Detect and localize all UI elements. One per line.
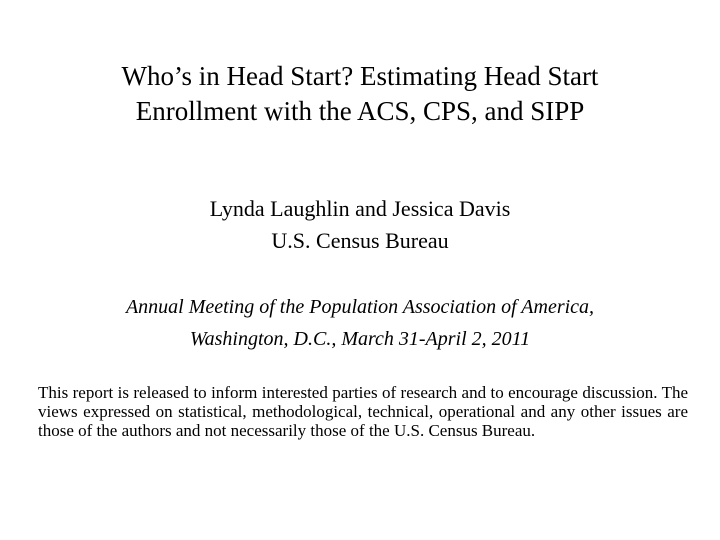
meeting-info <box>40 291 680 355</box>
meeting-line-2: Washington, D.C., March 31-April 2, 2011 <box>189 328 531 350</box>
disclaimer-text: This report is released to inform interested parties of research and to encourage discussion. The views expressed on statistical, methodological, technical, operational and any other issues are those of the authors and not necessarily those of the U.S. Census Bureau. <box>38 383 688 440</box>
title-line-2: Enrollment with the ACS, CPS, and SIPP <box>135 96 585 126</box>
author-block <box>40 193 680 257</box>
title-line-1: Who’s in Head Start? Estimating Head Start <box>121 61 599 91</box>
slide-title <box>40 59 680 129</box>
author-names: Lynda Laughlin and Jessica Davis <box>209 196 511 221</box>
author-affiliation: U.S. Census Bureau <box>271 228 449 253</box>
meeting-line-1: Annual Meeting of the Population Association of America, <box>125 296 595 318</box>
